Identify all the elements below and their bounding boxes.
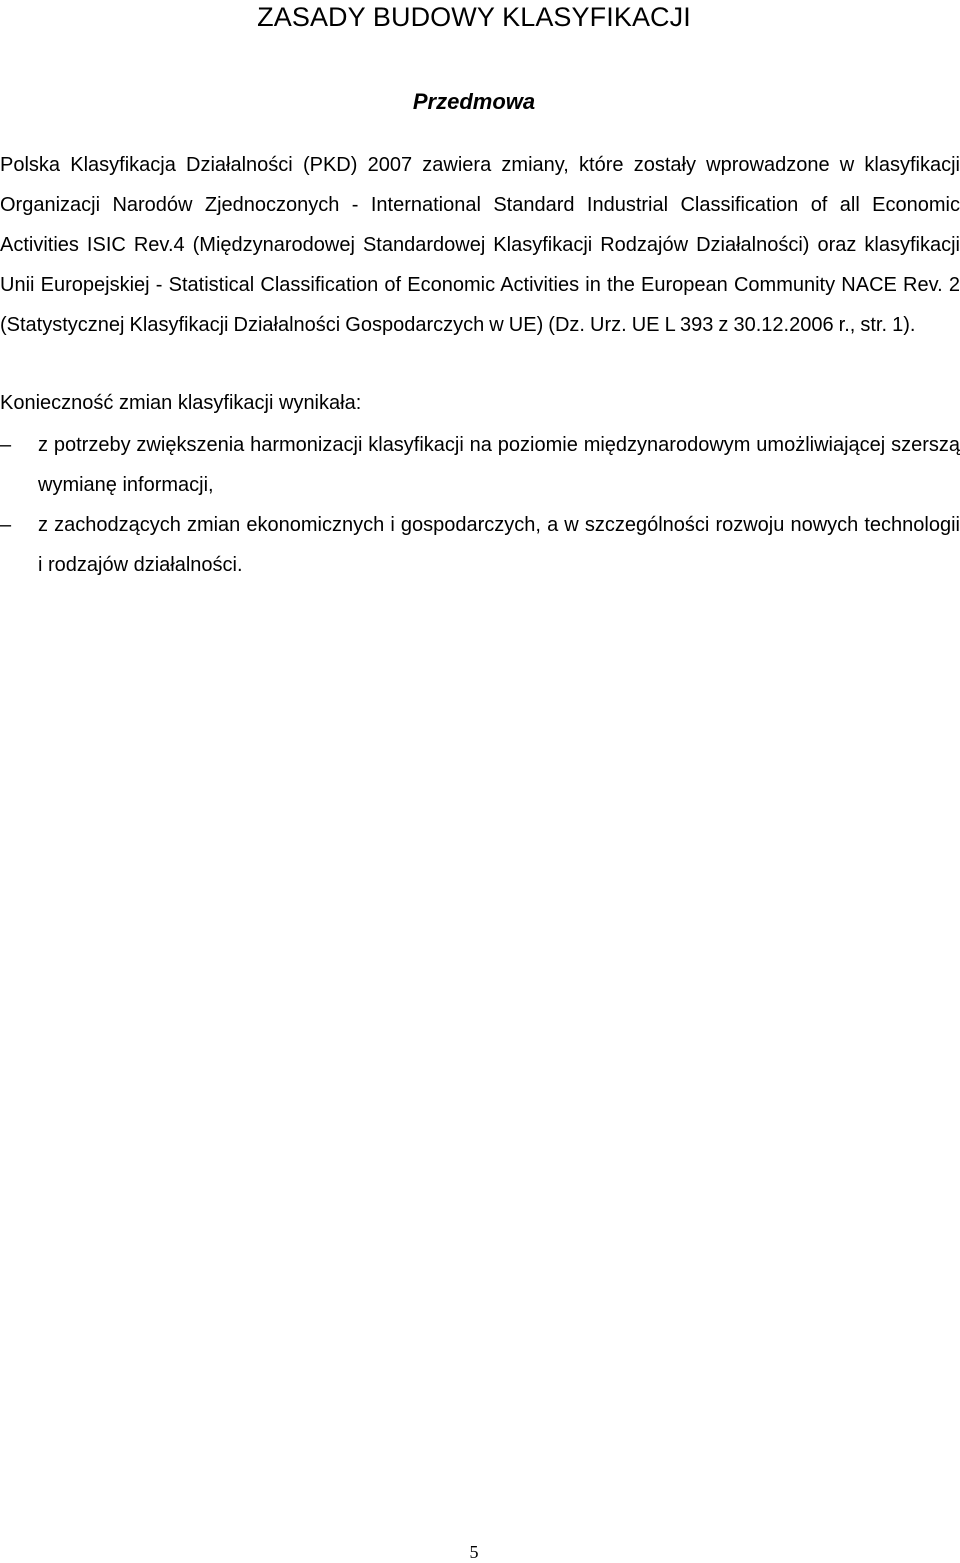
dash-bullet-icon: – [0,514,12,536]
list-item-text: z potrzeby zwiększenia harmonizacji klasyfikacji na poziomie międzynarodowym umożliwiającej szerszą wymianę informacji, [38,434,960,496]
list-item [0,505,960,585]
page-title: ZASADY BUDOWY KLASYFIKACJI [257,2,691,32]
list-item [0,425,960,505]
list-intro-text: Konieczność zmian klasyfikacji wynikała: [0,392,362,414]
page-number: 5 [469,1542,479,1562]
reasons-list [0,425,960,585]
section-heading-przedmowa: Przedmowa [412,89,536,114]
main-paragraph: Polska Klasyfikacja Działalności (PKD) 2007 zawiera zmiany, które zostały wprowadzone w klasyfikacji Organizacji Narodów Zjednoczonych - International Standard Industrial Classification of all Economic Activities ISIC Rev.4 (Międzynarodowej Standardowej Klasyfikacji Rodzajów Działalności) oraz klasyfikacji Unii Europejskiej - Statistical Classification of Economic Activities in the European Community NACE Rev. 2 (Statystycznej Klasyfikacji Działalności Gospodarczych w UE) (Dz. Urz. UE L 393 z 30.12.2006 r., str. 1). [0,154,960,336]
list-item-text: z zachodzących zmian ekonomicznych i gospodarczych, a w szczególności rozwoju nowych technologii i rodzajów działalności. [38,514,960,576]
dash-bullet-icon: – [0,434,12,456]
